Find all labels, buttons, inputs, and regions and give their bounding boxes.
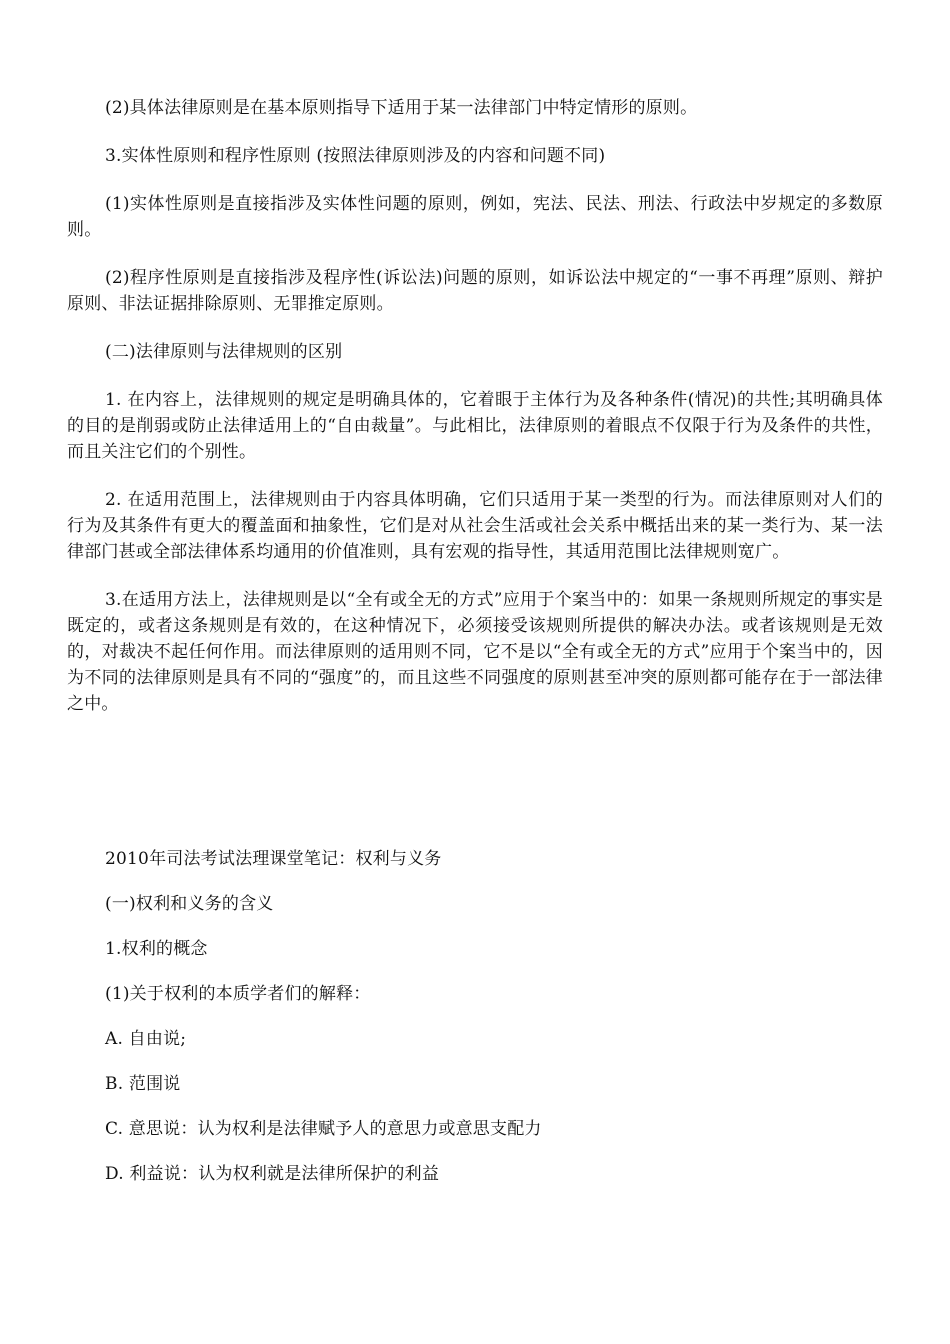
paragraph: 3.实体性原则和程序性原则 (按照法律原则涉及的内容和问题不同) bbox=[105, 146, 606, 166]
paragraph: (二)法律原则与法律规则的区别 bbox=[105, 342, 343, 362]
paragraph: 2. 在适用范围上，法律规则由于内容具体明确，它们只适用于某一类型的行为。而法律原则对人们的行为及其条件有更大的覆盖面和抽象性，它们是对从社会生活或社会关系中概括出来的某一类行为、某一法律部门甚或全部法律体系均通用的价值准则，具有宏观的指导性，其适用范围比法律规则宽广。 bbox=[67, 490, 883, 562]
principles-section bbox=[67, 95, 883, 739]
paragraph: (2)程序性原则是直接指涉及程序性(诉讼法)问题的原则，如诉讼法中规定的“一事不再理”原则、辩护原则、非法证据排除原则、无罪推定原则。 bbox=[67, 268, 883, 314]
subheading: 1.权利的概念 bbox=[105, 939, 208, 959]
rights-duties-section bbox=[105, 846, 865, 1206]
list-item: D. 利益说：认为权利就是法律所保护的利益 bbox=[105, 1164, 440, 1184]
list-item: B. 范围说 bbox=[105, 1074, 181, 1094]
text-line: (1)关于权利的本质学者们的解释： bbox=[105, 984, 371, 1004]
list-item: A. 自由说; bbox=[105, 1029, 187, 1049]
paragraph: (2)具体法律原则是在基本原则指导下适用于某一法律部门中特定情形的原则。 bbox=[105, 98, 698, 118]
list-item: C. 意思说：认为权利是法律赋予人的意思力或意思支配力 bbox=[105, 1119, 542, 1139]
subheading: (一)权利和义务的含义 bbox=[105, 894, 274, 914]
paragraph: (1)实体性原则是直接指涉及实体性问题的原则，例如，宪法、民法、刑法、行政法中岁规定的多数原则。 bbox=[67, 194, 883, 240]
paragraph: 3.在适用方法上，法律规则是以“全有或全无的方式”应用于个案当中的：如果一条规则所规定的事实是既定的，或者这条规则是有效的，在这种情况下，必须接受该规则所提供的解决办法。或者该规则是无效的，对裁决不起任何作用。而法律原则的适用则不同，它不是以“全有或全无的方式”应用于个案当中的，因为不同的法律原则是具有不同的“强度”的，而且这些不同强度的原则甚至冲突的原则都可能存在于一部法律之中。 bbox=[67, 590, 883, 714]
section-title: 2010年司法考试法理课堂笔记：权利与义务 bbox=[105, 849, 442, 869]
paragraph: 1. 在内容上，法律规则的规定是明确具体的，它着眼于主体行为及各种条件(情况)的共性;其明确具体的目的是削弱或防止法律适用上的“自由裁量”。与此相比，法律原则的着眼点不仅限于行为及条件的共性，而且关注它们的个别性。 bbox=[67, 390, 883, 462]
